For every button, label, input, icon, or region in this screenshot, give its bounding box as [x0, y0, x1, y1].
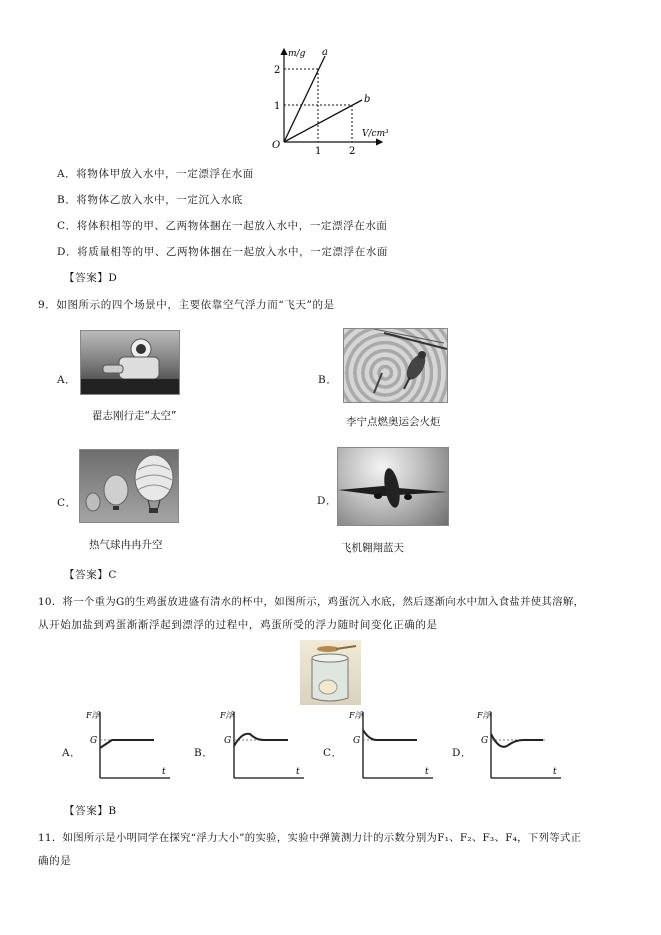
t-label: t — [553, 767, 557, 777]
torch-lighting-photo — [343, 328, 448, 403]
g-label: G — [224, 736, 232, 746]
q9-option-b-letter: B． — [318, 374, 338, 386]
mass-volume-graph — [270, 44, 400, 156]
hot-air-balloon-photo — [79, 449, 179, 523]
q9-caption-d: 飞机翱翔蓝天 — [341, 542, 404, 554]
line-a-label: a — [322, 47, 328, 58]
q8-option-c: C．将体积相等的甲、乙两物体捆在一起放入水中，一定漂浮在水面 — [57, 220, 388, 232]
y-label: F浮 — [220, 711, 234, 720]
q10-option-b-letter: B． — [194, 747, 214, 759]
buoyancy-graph-c — [345, 706, 437, 782]
q11-stem-line2: 确的是 — [38, 855, 72, 867]
q9-option-c-letter: C． — [57, 497, 77, 509]
q10-option-a-letter: A． — [62, 747, 82, 759]
q9-caption-c: 热气球冉冉升空 — [89, 539, 163, 551]
q9-answer: 【答案】C — [64, 569, 118, 581]
q8-option-a: A．将物体甲放入水中，一定漂浮在水面 — [57, 168, 254, 180]
y-label: F浮 — [477, 711, 491, 720]
q8-option-b: B．将物体乙放入水中，一定沉入水底 — [57, 194, 243, 206]
q9-caption-a: 翟志刚行走“太空” — [92, 410, 177, 422]
q10-stem-line2: 从开始加盐到鸡蛋渐渐浮起到漂浮的过程中，鸡蛋所受的浮力随时间变化正确的是 — [38, 619, 438, 631]
astronaut-photo — [80, 330, 180, 395]
t-label: t — [162, 767, 166, 777]
origin-label: O — [272, 140, 281, 151]
y-label: F浮 — [349, 711, 363, 720]
buoyancy-graph-d — [473, 706, 565, 782]
airplane-photo — [337, 447, 449, 526]
y-label: F浮 — [86, 711, 100, 720]
t-label: t — [296, 767, 300, 777]
y-tick: 1 — [274, 101, 281, 112]
x-tick: 2 — [349, 146, 356, 156]
g-label: G — [481, 736, 489, 746]
q9-option-a-letter: A． — [57, 374, 77, 386]
g-label: G — [353, 736, 361, 746]
q9-caption-b: 李宁点燃奥运会火炬 — [346, 416, 441, 428]
q10-option-d-letter: D． — [452, 747, 473, 759]
buoyancy-graph-b — [216, 706, 308, 782]
egg-in-cup-photo — [300, 640, 361, 705]
q9-option-d-letter: D． — [317, 495, 338, 507]
t-label: t — [425, 767, 429, 777]
buoyancy-graph-a — [82, 706, 174, 782]
g-label: G — [90, 736, 98, 746]
line-b-label: b — [364, 94, 371, 105]
q8-option-d: D．将质量相等的甲、乙两物体捆在一起放入水中，一定漂浮在水面 — [57, 246, 388, 258]
x-tick: 1 — [315, 146, 322, 156]
y-axis-label: m/g — [288, 49, 306, 59]
q8-answer: 【答案】D — [64, 272, 118, 284]
x-axis-label: V/cm³ — [362, 129, 389, 139]
q9-stem: 9．如图所示的四个场景中，主要依靠空气浮力而“飞天”的是 — [38, 299, 335, 311]
y-tick: 2 — [274, 65, 281, 76]
q10-answer: 【答案】B — [64, 805, 117, 817]
q11-stem-line1: 11．如图所示是小明同学在探究“浮力大小”的实验，实验中弹簧测力计的示数分别为F₁、F₂、F₃、F₄，下列等式正 — [38, 832, 582, 844]
q10-stem-line1: 10．将一个重为G的生鸡蛋放进盛有清水的杯中，如图所示，鸡蛋沉入水底，然后逐渐向水中加入食盐并使其溶解， — [38, 596, 585, 608]
line-b — [284, 100, 362, 142]
q10-option-c-letter: C． — [323, 747, 343, 759]
